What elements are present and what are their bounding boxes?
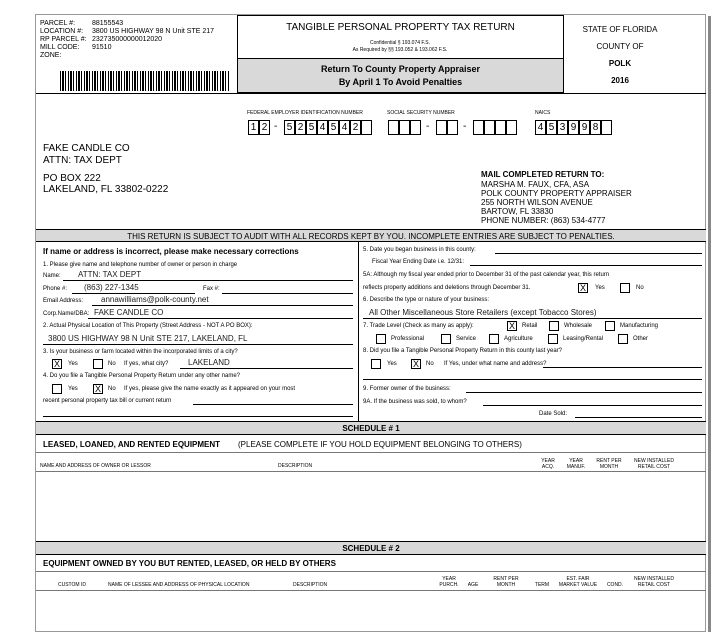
s1-col-year-manuf: YEAR MANUF. bbox=[566, 458, 586, 470]
ssn-digit[interactable] bbox=[399, 120, 410, 135]
naics-digit[interactable]: 3 bbox=[557, 120, 568, 135]
q9a-underline bbox=[483, 405, 702, 406]
naics-label: NAICS bbox=[535, 110, 551, 116]
ssn-digit[interactable] bbox=[388, 120, 399, 135]
q8-underline-2 bbox=[363, 379, 702, 380]
q3-no-checkbox[interactable] bbox=[93, 359, 103, 369]
manufacturing-checkbox[interactable] bbox=[605, 321, 615, 331]
rp-parcel-label: RP PARCEL #: bbox=[40, 36, 87, 43]
s2-col-lessee: NAME OF LESSEE AND ADDRESS OF PHYSICAL LOCATION bbox=[108, 582, 250, 588]
fein-digit[interactable]: 4 bbox=[339, 120, 350, 135]
fiscal-underline bbox=[470, 265, 702, 266]
corp-label: Corp.Name/DBA: bbox=[43, 311, 90, 317]
naics-digit[interactable]: 4 bbox=[535, 120, 546, 135]
question-5a-2: reflects property additions and deletions through December 31. bbox=[363, 285, 531, 291]
ssn-digit[interactable] bbox=[447, 120, 458, 135]
q3-no-label: No bbox=[108, 361, 116, 367]
schedule-1-title: SCHEDULE # 1 bbox=[36, 421, 706, 435]
ssn-digit[interactable] bbox=[410, 120, 421, 135]
ssn-dash: - bbox=[426, 121, 430, 132]
q5a-yes-label: Yes bbox=[595, 285, 605, 291]
s2-col-year: YEAR PURCH. bbox=[439, 576, 459, 588]
location-underline bbox=[43, 344, 353, 345]
mail-to-line-1: MARSHA M. FAUX, CFA, ASA bbox=[481, 180, 590, 189]
schedule-2-header-top bbox=[36, 571, 706, 572]
s1-col-cost: NEW INSTALLED RETAIL COST bbox=[634, 458, 674, 470]
question-3: 3. Is your business or farm located within the incorporated limits of a city? bbox=[43, 349, 238, 355]
zone-label: ZONE: bbox=[40, 52, 62, 59]
fein-digit[interactable]: 4 bbox=[317, 120, 328, 135]
business-type-field[interactable]: All Other Miscellaneous Store Retailers (except Tobacco Stores) bbox=[369, 308, 597, 317]
county-of-label: COUNTY OF bbox=[596, 42, 644, 51]
question-7: 7. Trade Level (Check as many as apply): bbox=[363, 323, 474, 329]
location-field[interactable]: 3800 US HIGHWAY 98 N Unit STE 217, LAKELAND, FL bbox=[48, 334, 248, 343]
wholesale-checkbox[interactable] bbox=[549, 321, 559, 331]
s2-col-term: TERM bbox=[534, 582, 550, 588]
q6-underline bbox=[363, 318, 702, 319]
q3-city-label: If yes, what city? bbox=[124, 361, 169, 367]
audit-banner: THIS RETURN IS SUBJECT TO AUDIT WITH ALL RECORDS KEPT BY YOU. INCOMPLETE ENTRIES ARE SUBJECT TO PENALTIES. bbox=[36, 229, 706, 242]
s1-col-description: DESCRIPTION bbox=[278, 463, 313, 469]
return-line-1: Return To County Property Appraiser bbox=[320, 64, 481, 74]
q8-no-checkbox[interactable]: X bbox=[412, 359, 419, 369]
taxpayer-address-line-2: LAKELAND, FL 33802-0222 bbox=[43, 184, 169, 195]
q4-underline-2 bbox=[43, 416, 353, 417]
mail-to-line-4: BARTOW, FL 33830 bbox=[481, 207, 554, 216]
s2-col-rent: RENT PER MONTH bbox=[493, 576, 519, 588]
leasing-checkbox[interactable] bbox=[548, 334, 558, 344]
schedule-2-heading: EQUIPMENT OWNED BY YOU BUT RENTED, LEASED, OR HELD BY OTHERS bbox=[43, 559, 336, 568]
q4-underline bbox=[193, 404, 353, 405]
question-4: 4. Do you file a Tangible Personal Property Return under any other name? bbox=[43, 373, 241, 379]
schedule-1-note: (PLEASE COMPLETE IF YOU HOLD EQUIPMENT BELONGING TO OTHERS) bbox=[238, 440, 522, 449]
service-label: Service bbox=[456, 336, 477, 342]
s2-col-custom-id: CUSTOM ID bbox=[58, 582, 86, 588]
date-sold-label: Date Sold: bbox=[539, 411, 568, 417]
fax-underline bbox=[222, 293, 353, 294]
ssn-digit[interactable] bbox=[506, 120, 517, 135]
naics-digit[interactable]: 9 bbox=[568, 120, 579, 135]
q8-no-label: No bbox=[426, 361, 434, 367]
mail-to-line-5: PHONE NUMBER: (863) 534-4777 bbox=[481, 216, 606, 225]
q8-underline bbox=[543, 367, 702, 368]
phone-field[interactable]: (863) 227-1345 bbox=[84, 283, 139, 292]
q8-detail: If Yes, under what name and address? bbox=[444, 361, 547, 367]
s2-col-cond: COND. bbox=[606, 582, 624, 588]
fein-digit[interactable]: 2 bbox=[259, 120, 270, 135]
email-underline bbox=[92, 305, 353, 306]
schedule-1-heading: LEASED, LOANED, AND RENTED EQUIPMENT bbox=[43, 440, 221, 449]
return-line-2: By April 1 To Avoid Penalties bbox=[338, 77, 463, 87]
schedule-1-header-top bbox=[36, 452, 706, 453]
manufacturing-label: Manufacturing bbox=[620, 323, 659, 329]
question-5: 5. Date you began business in this county: bbox=[363, 247, 476, 253]
form-title: TANGIBLE PERSONAL PROPERTY TAX RETURN bbox=[286, 22, 515, 33]
fein-digit[interactable]: 5 bbox=[284, 120, 295, 135]
retail-checkbox[interactable]: X bbox=[508, 321, 515, 331]
email-field[interactable]: annawilliams@polk-county.net bbox=[101, 295, 209, 304]
s1-col-year-acq: YEAR ACQ. bbox=[541, 458, 555, 470]
parcel-label: PARCEL #: bbox=[40, 20, 76, 27]
state-label: STATE OF FLORIDA bbox=[582, 25, 658, 34]
other-label: Other bbox=[633, 336, 649, 342]
schedule-1-entries[interactable] bbox=[36, 472, 706, 540]
question-divider bbox=[358, 242, 359, 421]
phone-label: Phone #: bbox=[43, 286, 68, 292]
question-5a: 5A: Although my fiscal year ended prior to December 31 of the past calendar year, this return bbox=[363, 272, 610, 278]
mail-to-heading: MAIL COMPLETED RETURN TO: bbox=[481, 170, 605, 179]
page-right-shadow bbox=[708, 16, 711, 632]
agriculture-label: Agriculture bbox=[504, 336, 533, 342]
parcel-value: 88155543 bbox=[92, 20, 124, 27]
q4-detail: If yes, please give the name exactly as it appeared on your most bbox=[124, 386, 296, 392]
question-6: 6. Describe the type or nature of your business: bbox=[363, 297, 490, 303]
fein-label: FEDERAL EMPLOYER IDENTIFICATION NUMBER bbox=[247, 110, 363, 116]
name-field[interactable]: ATTN: TAX DEPT bbox=[78, 270, 142, 279]
q3-yes-label: Yes bbox=[68, 361, 78, 367]
schedule-2-entries[interactable] bbox=[36, 591, 706, 632]
question-2: 2. Actual Physical Location of This Property (Street Address - NOT A PO BOX): bbox=[43, 323, 253, 329]
question-9: 9. Former owner of the business: bbox=[363, 386, 451, 392]
s2-col-age: AGE bbox=[467, 582, 479, 588]
location-label: LOCATION #: bbox=[40, 28, 84, 35]
fein-digit[interactable]: 1 bbox=[248, 120, 259, 135]
other-checkbox[interactable] bbox=[618, 334, 628, 344]
q4-detail-2: recent personal property tax bill or current return bbox=[43, 398, 172, 404]
professional-checkbox[interactable] bbox=[376, 334, 386, 344]
rp-parcel-value: 232735000000012020 bbox=[92, 36, 163, 43]
barcode bbox=[60, 71, 230, 91]
agriculture-checkbox[interactable] bbox=[489, 334, 499, 344]
email-label: Email Address: bbox=[43, 298, 84, 304]
fein-digit[interactable]: 5 bbox=[306, 120, 317, 135]
q8-yes-label: Yes bbox=[387, 361, 397, 367]
q4-no-checkbox[interactable]: X bbox=[94, 384, 101, 394]
name-underline bbox=[63, 280, 353, 281]
header-rule bbox=[36, 93, 706, 94]
fein-digit[interactable] bbox=[361, 120, 372, 135]
question-1: 1. Please give name and telephone number of owner or person in charge bbox=[43, 262, 238, 268]
mill-code-value: 91510 bbox=[92, 44, 112, 51]
correction-heading: If name or address is incorrect, please make necessary corrections bbox=[43, 247, 299, 256]
county-name: POLK bbox=[608, 59, 632, 68]
date-sold-underline bbox=[575, 417, 702, 418]
q8-yes-checkbox[interactable] bbox=[371, 359, 381, 369]
service-checkbox[interactable] bbox=[441, 334, 451, 344]
s2-col-cost: NEW INSTALLED RETAIL COST bbox=[634, 576, 674, 588]
q4-no-label: No bbox=[108, 386, 116, 392]
wholesale-label: Wholesale bbox=[564, 323, 593, 329]
fax-label: Fax #: bbox=[203, 286, 220, 292]
phone-underline bbox=[72, 293, 195, 294]
required-line: As Required by §§ 193.052 & 193.062 F.S. bbox=[352, 47, 448, 53]
s1-col-rent: RENT PER MONTH bbox=[596, 458, 622, 470]
q5a-no-checkbox[interactable] bbox=[620, 283, 630, 293]
taxpayer-address-line-1: PO BOX 222 bbox=[43, 173, 101, 184]
taxpayer-name: FAKE CANDLE CO bbox=[43, 143, 130, 154]
naics-digit[interactable] bbox=[601, 120, 612, 135]
naics-digit[interactable]: 8 bbox=[590, 120, 601, 135]
naics-digit[interactable]: 9 bbox=[579, 120, 590, 135]
naics-digit[interactable]: 5 bbox=[546, 120, 557, 135]
mail-to-line-3: 255 NORTH WILSON AVENUE bbox=[481, 198, 593, 207]
ssn-digit[interactable] bbox=[484, 120, 495, 135]
s2-col-fmv: EST. FAIR MARKET VALUE bbox=[558, 576, 598, 588]
q4-yes-label: Yes bbox=[68, 386, 78, 392]
fein-digit[interactable]: 5 bbox=[328, 120, 339, 135]
location-value: 3800 US HIGHWAY 98 N Unit STE 217 bbox=[92, 28, 215, 35]
professional-label: Professional bbox=[391, 336, 425, 342]
s2-col-description: DESCRIPTION bbox=[293, 582, 328, 588]
fein-digit[interactable]: 2 bbox=[350, 120, 361, 135]
leasing-label: Leasing/Rental bbox=[563, 336, 604, 342]
q9-underline bbox=[466, 392, 702, 393]
q3-yes-checkbox[interactable]: X bbox=[53, 359, 60, 369]
fiscal-year-label: Fiscal Year Ending Date i.e. 12/31: bbox=[372, 259, 465, 265]
question-9a: 9A. If the business was sold, to whom? bbox=[363, 399, 467, 405]
q5-underline bbox=[495, 253, 702, 254]
s1-col-owner: NAME AND ADDRESS OF OWNER OR LESSOR bbox=[40, 463, 151, 469]
q5a-yes-checkbox[interactable]: X bbox=[579, 283, 586, 293]
ssn-label: SOCIAL SECURITY NUMBER bbox=[387, 110, 455, 116]
taxpayer-attn: ATTN: TAX DEPT bbox=[43, 155, 122, 166]
confidential-line: Confidential § 193.074 F.S. bbox=[369, 40, 431, 46]
question-8: 8. Did you file a Tangible Personal Property Return in this county last year? bbox=[363, 348, 562, 354]
fein-digit[interactable]: 2 bbox=[295, 120, 306, 135]
q3-city-underline bbox=[180, 368, 353, 369]
corp-field[interactable]: FAKE CANDLE CO bbox=[94, 308, 164, 317]
ssn-dash: - bbox=[463, 121, 467, 132]
corp-underline bbox=[88, 318, 353, 319]
q4-yes-checkbox[interactable] bbox=[52, 384, 62, 394]
ssn-digit[interactable] bbox=[473, 120, 484, 135]
ssn-digit[interactable] bbox=[495, 120, 506, 135]
mail-to-line-2: POLK COUNTY PROPERTY APPRAISER bbox=[481, 189, 632, 198]
retail-label: Retail bbox=[522, 323, 538, 329]
schedule-2-title: SCHEDULE # 2 bbox=[36, 541, 706, 555]
fein-dash: - bbox=[274, 121, 278, 132]
q5a-no-label: No bbox=[636, 285, 644, 291]
mill-code-label: MILL CODE: bbox=[40, 44, 80, 51]
ssn-digit[interactable] bbox=[436, 120, 447, 135]
name-label: Name: bbox=[43, 273, 61, 279]
q3-city-field[interactable]: LAKELAND bbox=[188, 358, 230, 367]
tax-year: 2016 bbox=[611, 76, 629, 85]
